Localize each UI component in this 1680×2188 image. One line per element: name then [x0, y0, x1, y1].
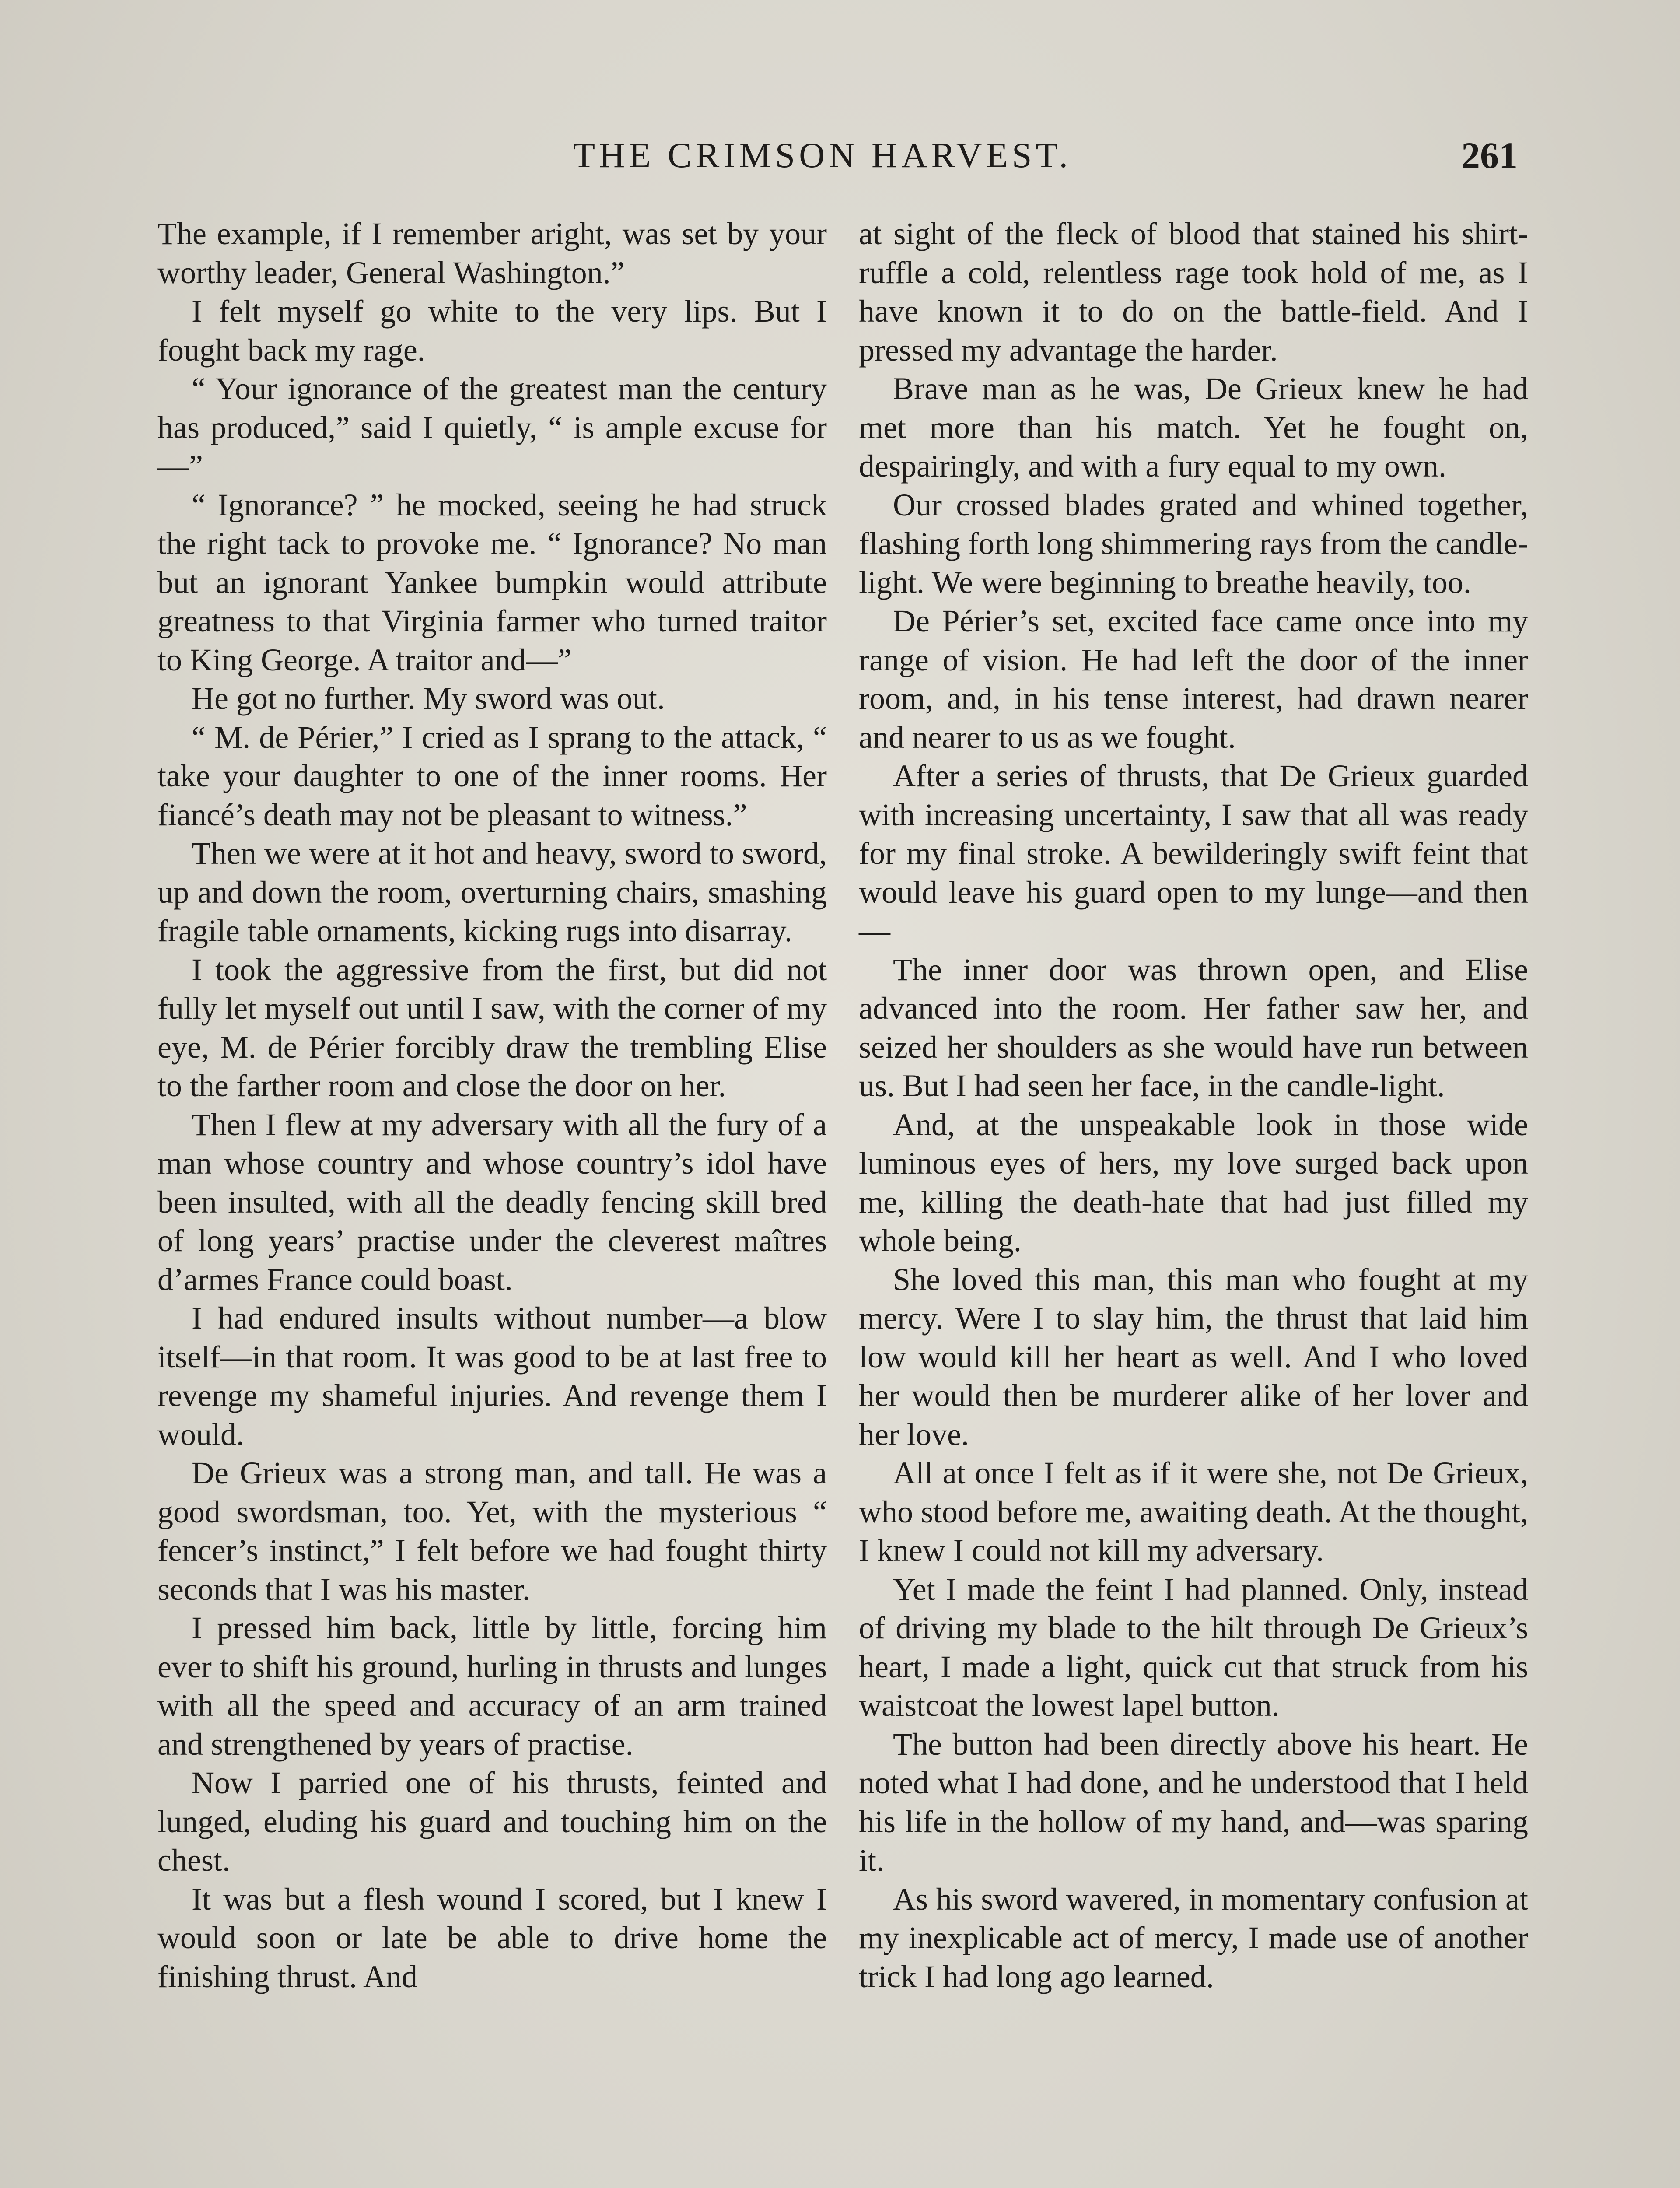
- paragraph: The button had been directly above his heart. He noted what I had done, and he understood that I held his life in the hollow of my hand, and—was sparing it.: [859, 1726, 1528, 1878]
- paragraph: De Grieux was a strong man, and tall. He was a good swordsman, too. Yet, with the mysterious “ fencer’s instinct,” I felt before we had fought thirty seconds that I was his master.: [158, 1455, 827, 1607]
- paragraph: Now I parried one of his thrusts, feinted and lunged, eluding his guard and touching him on the chest.: [158, 1765, 827, 1878]
- paragraph: I took the aggressive from the first, but did not fully let myself out until I saw, with the corner of my eye, M. de Périer forcibly draw the trembling Elise to the farther room and close the door on her.: [158, 952, 827, 1103]
- paragraph: at sight of the fleck of blood that stained his shirt-ruffle a cold, relentless rage took hold of me, as I have known it to do on the battle-field. And I pressed my advantage the harder.: [859, 216, 1528, 368]
- paragraph: As his sword wavered, in momentary confusion at my inexplicable act of mercy, I made use of another trick I had long ago learned.: [859, 1881, 1528, 1994]
- paragraph: Brave man as he was, De Grieux knew he had met more than his match. Yet he fought on, despairingly, and with a fury equal to my own.: [859, 371, 1528, 484]
- paragraph: “ Your ignorance of the greatest man the century has produced,” said I quietly, “ is ample excuse for—”: [158, 371, 827, 484]
- paragraph: It was but a flesh wound I scored, but I knew I would soon or late be able to drive home the finishing thrust. And: [158, 1881, 827, 1994]
- paragraph: “ Ignorance? ” he mocked, seeing he had struck the right tack to provoke me. “ Ignorance? No man but an ignorant Yankee bumpkin would attribute greatness to that Virginia farmer who turned traitor to King George. A traitor and—”: [158, 487, 827, 677]
- paragraph: And, at the unspeakable look in those wide luminous eyes of hers, my love surged back upon me, killing the death-hate that had just filled my whole being.: [859, 1107, 1528, 1258]
- paragraph: After a series of thrusts, that De Grieux guarded with increasing uncertainty, I saw that all was ready for my final stroke. A bewilderingly swift feint that would leave his guard open to my lunge—and then—: [859, 758, 1528, 948]
- paragraph: The inner door was thrown open, and Elise advanced into the room. Her father saw her, and seized her shoulders as she would have run between us. But I had seen her face, in the candle-light.: [859, 952, 1528, 1103]
- paragraph: “ M. de Périer,” I cried as I sprang to the attack, “ take your daughter to one of the inner rooms. Her fiancé’s death may not be pleasant to witness.”: [158, 719, 827, 832]
- paragraph: I pressed him back, little by little, forcing him ever to shift his ground, hurling in thrusts and lunges with all the speed and accuracy of an arm trained and strengthened by years of practise.: [158, 1610, 827, 1762]
- paragraph: Our crossed blades grated and whined together, flashing forth long shimmering rays from the candle-light. We were beginning to breathe heavily, too.: [859, 487, 1528, 600]
- paragraph: I had endured insults without number—a blow itself—in that room. It was good to be at last free to revenge my shameful injuries. And revenge them I would.: [158, 1301, 827, 1452]
- paragraph: De Périer’s set, excited face came once into my range of vision. He had left the door of the inner room, and, in his tense interest, had drawn nearer and nearer to us as we fought.: [859, 603, 1528, 755]
- paragraph: All at once I felt as if it were she, not De Grieux, who stood before me, awaiting death. At the thought, I knew I could not kill my adversary.: [859, 1455, 1528, 1568]
- paragraph: He got no further. My sword was out.: [192, 681, 665, 716]
- right-column: [859, 214, 1528, 1996]
- page-number: 261: [1461, 134, 1518, 176]
- running-head: [0, 131, 1680, 179]
- running-title: THE CRIMSON HARVEST.: [573, 135, 1072, 175]
- paragraph: Then we were at it hot and heavy, sword to sword, up and down the room, overturning chairs, smashing fragile table ornaments, kicking rugs into disarray.: [158, 836, 827, 948]
- paragraph: Yet I made the feint I had planned. Only, instead of driving my blade to the hilt through De Grieux’s heart, I made a light, quick cut that struck from his waistcoat the lowest lapel button.: [859, 1571, 1528, 1723]
- paragraph: I felt myself go white to the very lips. But I fought back my rage.: [158, 294, 827, 368]
- paragraph: She loved this man, this man who fought at my mercy. Were I to slay him, the thrust that laid him low would kill her heart as well. And I who loved her would then be murderer alike of her lover and her love.: [859, 1262, 1528, 1452]
- paragraph: The example, if I remember aright, was set by your worthy leader, General Washington.”: [158, 216, 827, 290]
- paragraph: Then I flew at my adversary with all the fury of a man whose country and whose country’s idol have been insulted, with all the deadly fencing skill bred of long years’ practise under the cleverest maîtres d’armes France could boast.: [158, 1107, 827, 1297]
- left-column: [158, 214, 827, 1996]
